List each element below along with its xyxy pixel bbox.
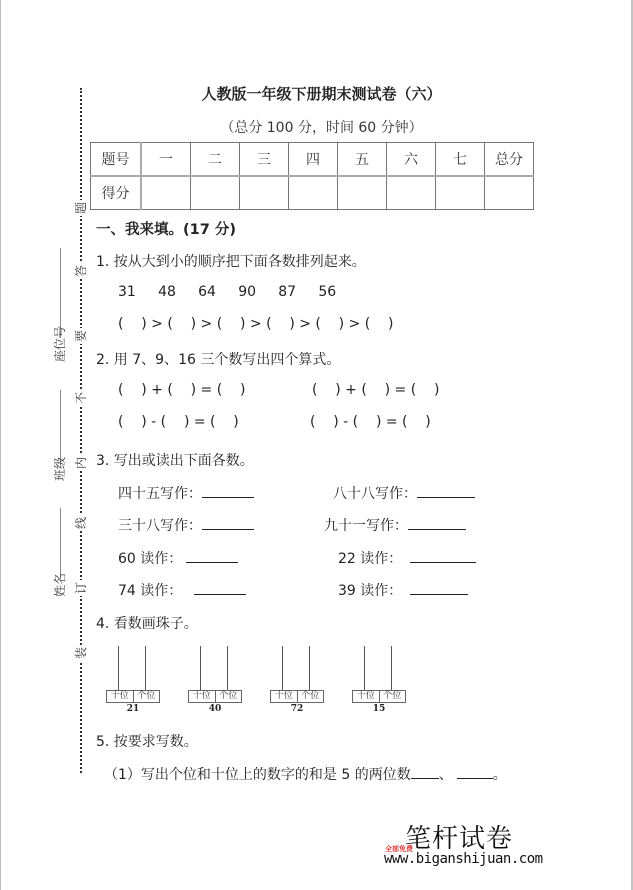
binding-char: 不 [74,392,88,405]
ones-rod [309,646,310,690]
score-cell[interactable] [141,176,191,210]
tens-rod [118,646,119,690]
exam-title: 人教版一年级下册期末测试卷（六） [201,85,442,103]
question-5-text: 5. 按要求写数。 [96,734,198,750]
binding-dotted-line [80,88,82,773]
score-table-header-row [91,143,534,177]
answer-blank[interactable] [411,764,439,779]
binding-char: 答 [74,265,88,278]
abacus-base [270,690,324,703]
q3-item [118,548,238,568]
header-cell: 题号 [91,143,142,177]
question-3-text: 3. 写出或读出下面各数。 [96,453,254,469]
q3-item [333,483,475,503]
q3-item-label: 九十一写作： [324,518,408,534]
header-cell: 三 [240,143,289,177]
tens-rod [282,646,283,690]
q3-item-label: 74 读作： [118,583,183,599]
watermark-title: 笔杆试卷 [405,824,514,854]
q3-item-label: 四十五写作： [118,486,202,502]
ones-rod [391,646,392,690]
tens-rod [364,646,365,690]
answer-blank[interactable] [410,548,476,563]
question-1-numbers: 31 48 64 90 87 56 [118,284,337,300]
header-cell: 总分 [485,143,534,177]
question-4-text: 4. 看数画珠子。 [96,616,198,632]
section-heading: 一、我来填。(17 分) [96,222,236,238]
score-cell[interactable] [191,176,240,210]
tens-label: 十位 [189,691,216,702]
answer-blank[interactable] [186,548,238,563]
tens-label: 十位 [353,691,380,702]
binding-char: 线 [74,517,88,530]
header-cell: 六 [387,143,436,177]
abacus-number: 40 [208,704,222,714]
class-label: 班级 [53,457,67,482]
score-table-score-row [91,176,534,210]
watermark-badge: 全部免费 [385,845,413,853]
seat-number-label: 座位号 [53,326,67,363]
abacus-base [106,690,160,703]
header-cell: 四 [289,143,338,177]
separator: 、 [438,767,453,783]
watermark-url[interactable]: www.biganshijuan.com [384,851,543,867]
q3-item [338,580,468,600]
answer-blank[interactable] [410,580,468,595]
binding-char: 装 [74,647,88,660]
equation-add-1[interactable]: ( ) + ( ) = ( ) [118,382,246,398]
q3-item-label: 三十八写作： [118,518,202,534]
ones-rod [227,646,228,690]
tens-rod [200,646,201,690]
score-cell[interactable] [436,176,485,210]
equation-sub-1[interactable]: ( ) - ( ) = ( ) [118,414,239,430]
question-2-text: 2. 用 7、9、16 三个数写出四个算式。 [96,352,341,368]
question-5-1 [104,764,507,784]
score-cell[interactable] [485,176,534,210]
q3-item [324,515,466,535]
score-table [90,142,534,210]
header-cell: 二 [191,143,240,177]
ones-label: 个位 [219,691,238,701]
header-cell: 一 [141,143,191,177]
score-cell[interactable] [387,176,436,210]
answer-blank[interactable] [202,515,254,530]
tens-label: 十位 [271,691,298,702]
q3-item-label: 60 读作： [118,551,183,567]
equation-add-2[interactable]: ( ) + ( ) = ( ) [312,382,440,398]
tens-label: 十位 [107,691,134,702]
answer-blank[interactable] [194,580,246,595]
exam-subtitle: （总分 100 分，时间 60 分钟） [220,120,423,136]
binding-char: 要 [74,330,88,343]
ones-label: 个位 [383,691,402,701]
q3-item-label: 22 读作： [338,551,403,567]
answer-blank[interactable] [417,483,475,498]
ones-label: 个位 [301,691,320,701]
score-cell[interactable] [338,176,387,210]
score-cell[interactable] [289,176,338,210]
q5-1-prefix: （1）写出个位和十位上的数字的和是 5 的两位数 [104,767,411,783]
binding-char: 题 [74,202,88,215]
abacus-base [188,690,242,703]
q3-item [118,515,254,535]
answer-blank[interactable] [457,764,493,779]
answer-blank[interactable] [202,483,254,498]
q3-item [118,483,254,503]
q3-item-label: 八十八写作： [333,486,417,502]
header-cell: 五 [338,143,387,177]
question-1-answer-line[interactable]: ( ) > ( ) > ( ) > ( ) > ( ) > ( ) [118,316,394,332]
binding-char: 订 [74,582,88,595]
header-cell: 七 [436,143,485,177]
q3-item [118,580,246,600]
ones-rod [145,646,146,690]
ones-label: 个位 [137,691,156,701]
abacus-number: 21 [126,704,140,714]
answer-blank[interactable] [408,515,466,530]
question-1-text: 1. 按从大到小的顺序把下面各数排列起来。 [96,254,366,270]
binding-char: 内 [74,457,88,470]
name-label: 姓名 [53,573,67,598]
abacus-base [352,690,406,703]
row-label: 得分 [91,176,142,210]
period: 。 [492,767,507,783]
score-cell[interactable] [240,176,289,210]
q3-item [338,548,476,568]
equation-sub-2[interactable]: ( ) - ( ) = ( ) [310,414,431,430]
abacus-number: 15 [372,704,386,714]
abacus-number: 72 [290,704,304,714]
q3-item-label: 39 读作： [338,583,403,599]
